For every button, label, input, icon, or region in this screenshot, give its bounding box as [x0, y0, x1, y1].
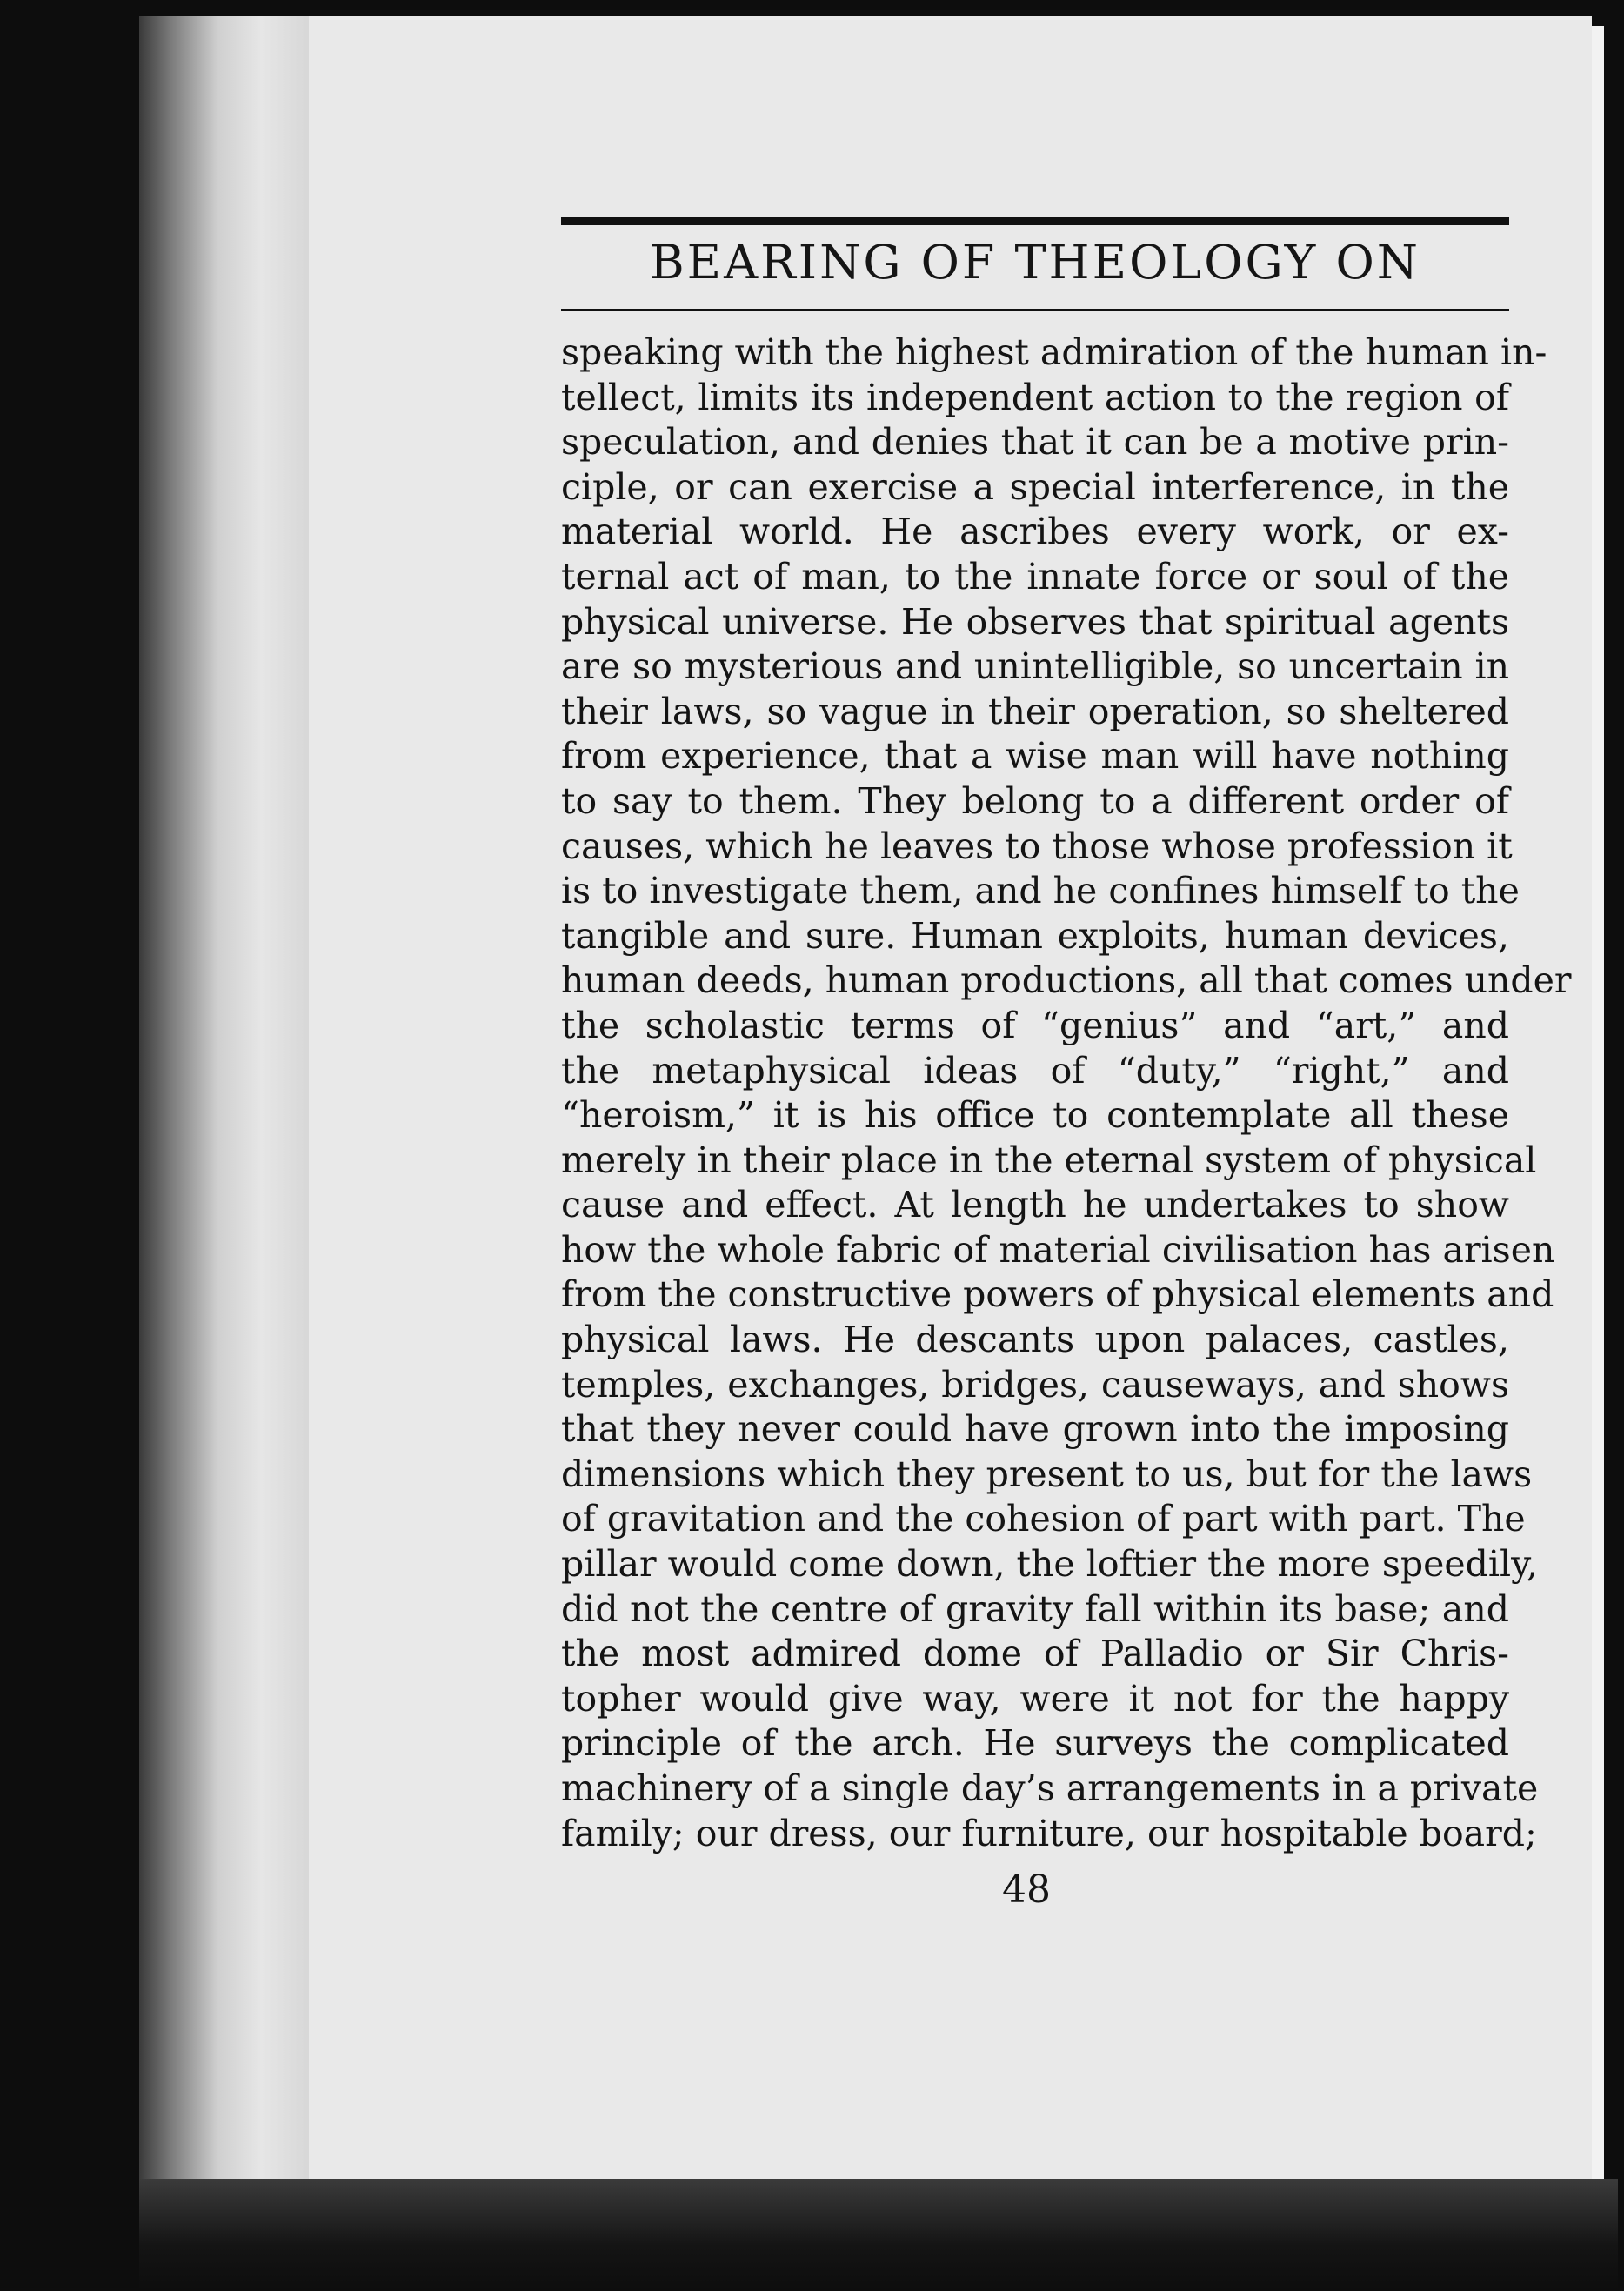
text-line: from experience, that a wise man will have nothing [561, 735, 1509, 778]
text-line: material world. He ascribes every work, or ex- [561, 511, 1509, 553]
text-line: the scholastic terms of “genius” and “art,” and [561, 1004, 1509, 1046]
text-line: their laws, so vague in their operation, so sheltered [561, 690, 1509, 732]
page-number: 48 [1002, 1867, 1051, 1912]
text-line: tangible and sure. Human exploits, human devices, [561, 914, 1509, 957]
text-line: how the whole fabric of material civilisation has arisen [561, 1228, 1555, 1271]
text-line: ternal act of man, to the innate force or soul of the [561, 555, 1509, 598]
header-rule-bottom [561, 309, 1509, 311]
text-line: physical laws. He descants upon palaces, castles, [561, 1319, 1509, 1361]
text-line: tellect, limits its independent action to the region of [561, 376, 1509, 418]
header-rule-top [561, 217, 1509, 225]
text-line: the most admired dome of Palladio or Sir Chris- [561, 1633, 1509, 1675]
running-head: BEARING OF THEOLOGY ON [650, 235, 1420, 290]
text-line: speculation, and denies that it can be a motive prin- [561, 421, 1509, 464]
text-line: causes, which he leaves to those whose profession it [561, 825, 1513, 867]
text-line: from the constructive powers of physical elements and [561, 1273, 1554, 1316]
text-line: temples, exchanges, bridges, causeways, and shows [561, 1363, 1509, 1406]
text-line: principle of the arch. He surveys the complicated [561, 1722, 1509, 1765]
text-line: that they never could have grown into the imposing [561, 1408, 1509, 1451]
text-line: ciple, or can exercise a special interference, in the [561, 465, 1509, 508]
text-line: did not the centre of gravity fall within its base; and [561, 1587, 1509, 1630]
text-line: family; our dress, our furniture, our hospitable board; [561, 1812, 1537, 1854]
text-line: topher would give way, were it not for the happy [561, 1677, 1509, 1720]
text-line: the metaphysical ideas of “duty,” “right,” and [561, 1049, 1509, 1092]
scan-shadow [139, 2179, 1618, 2291]
book-spine [139, 16, 313, 2181]
text-line: human deeds, human productions, all that comes under [561, 959, 1572, 1002]
text-line: “heroism,” it is his office to contemplate all these [561, 1094, 1509, 1137]
text-line: merely in their place in the eternal system of physical [561, 1139, 1537, 1181]
text-line: cause and effect. At length he undertakes to show [561, 1184, 1509, 1226]
text-line: pillar would come down, the loftier the more speedily, [561, 1543, 1538, 1586]
text-line: of gravitation and the cohesion of part with part. The [561, 1498, 1526, 1540]
text-line: to say to them. They belong to a different order of [561, 779, 1509, 822]
text-line: machinery of a single day’s arrangements in a private [561, 1767, 1539, 1809]
text-line: speaking with the highest admiration of the human in- [561, 331, 1547, 373]
text-line: are so mysterious and unintelligible, so uncertain in [561, 645, 1509, 688]
text-line: dimensions which they present to us, but for the laws [561, 1453, 1533, 1495]
text-line: physical universe. He observes that spiritual agents [561, 600, 1509, 643]
page-edge [1592, 26, 1604, 2183]
body-text [561, 331, 1572, 1856]
text-line: is to investigate them, and he confines himself to the [561, 870, 1520, 912]
